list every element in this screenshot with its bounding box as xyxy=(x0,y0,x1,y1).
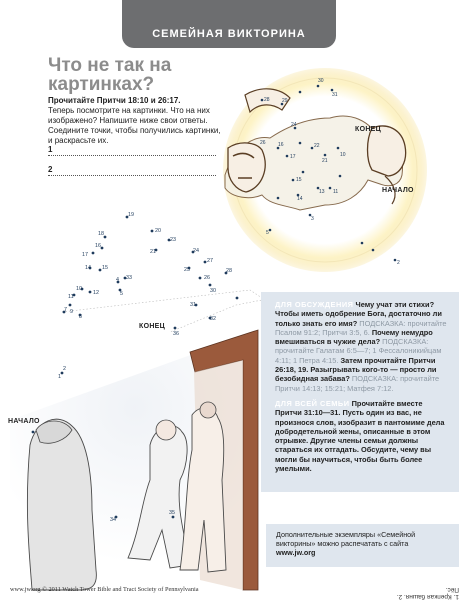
section-header-tab xyxy=(122,0,336,48)
svg-text:18: 18 xyxy=(98,231,104,237)
svg-text:11: 11 xyxy=(68,294,74,300)
svg-text:22: 22 xyxy=(314,143,320,149)
svg-text:9: 9 xyxy=(70,309,73,315)
discussion-hint-1: ПОДСКАЗКА: прочитайте Псалом 91:2; Притчи 3:5, 6. xyxy=(275,318,447,337)
label-start-bottom: НАЧАЛО xyxy=(8,418,40,425)
svg-text:32: 32 xyxy=(210,316,216,322)
svg-text:12: 12 xyxy=(93,290,99,296)
svg-text:23: 23 xyxy=(170,237,176,243)
svg-text:14: 14 xyxy=(297,196,303,202)
quiz-instructions xyxy=(48,96,226,146)
more-copies-note xyxy=(276,530,446,557)
svg-text:34: 34 xyxy=(110,517,116,523)
quiz-title: Что не так на картинках? xyxy=(48,55,172,95)
svg-text:27: 27 xyxy=(207,258,213,264)
svg-text:29: 29 xyxy=(282,98,288,104)
svg-text:2: 2 xyxy=(63,366,66,372)
svg-text:11: 11 xyxy=(333,189,339,195)
discussion-hint-3: ПОДСКАЗКА: прочитайте Притчи 14:13; 15:21; Матфея 7:12. xyxy=(275,374,440,393)
svg-text:3: 3 xyxy=(311,216,314,222)
svg-text:25: 25 xyxy=(184,267,190,273)
discussion-question-2: Почему немудро вмешиваться в чужие дела? xyxy=(275,327,433,347)
family-text: Прочитайте вместе Притчи 31:10—31. Пусть один из вас, не произнося слов, изобразит в пантомиме дела добродетельной жены, описанные в этом отрывке. Другие члены семьи должны стараться их отгадать. Обсудите, чему вы могли бы научиться, чтобы быть более умелыми. xyxy=(275,398,445,474)
svg-text:8: 8 xyxy=(79,314,82,320)
svg-text:33: 33 xyxy=(126,275,132,281)
svg-text:24: 24 xyxy=(193,248,199,254)
svg-text:16: 16 xyxy=(278,142,284,148)
discussion-hint-2: ПОДСКАЗКА: прочитайте Галатам 6:5—7; 1 Фессалоникийцам 4:11; 1 Петра 4:15. xyxy=(275,337,442,365)
family-heading: ДЛЯ ВСЕЙ СЕМЬИ xyxy=(275,398,350,408)
more-copies-site[interactable]: www.jw.org xyxy=(276,548,316,557)
dog-grab-scene xyxy=(223,68,427,272)
svg-text:26: 26 xyxy=(204,275,210,281)
svg-text:1: 1 xyxy=(58,374,61,380)
svg-text:28: 28 xyxy=(264,97,270,103)
svg-text:15: 15 xyxy=(296,177,302,183)
svg-text:20: 20 xyxy=(155,228,161,234)
instructions-text: Теперь посмотрите на картинки. Что на них изображено? Напишите ниже свои ответы. Соедините точки, чтобы получились картинки, и раскрасьте их. xyxy=(48,106,221,145)
svg-text:16: 16 xyxy=(95,243,101,249)
svg-text:17: 17 xyxy=(82,252,88,258)
svg-text:35: 35 xyxy=(169,510,175,516)
svg-text:17: 17 xyxy=(290,154,296,160)
svg-text:30: 30 xyxy=(318,78,324,84)
svg-text:21: 21 xyxy=(322,158,328,164)
answer-number-1: 1 xyxy=(48,145,53,154)
svg-text:26: 26 xyxy=(260,140,266,146)
discussion-heading: ДЛЯ ОБСУЖДЕНИЯ xyxy=(275,300,354,309)
section-title: СЕМЕЙНАЯ ВИКТОРИНА xyxy=(152,28,306,40)
svg-text:14: 14 xyxy=(85,265,91,271)
svg-text:5: 5 xyxy=(120,291,123,297)
svg-text:5: 5 xyxy=(266,230,269,236)
svg-text:10: 10 xyxy=(76,286,82,292)
discussion-question-3: Затем прочитайте Притчи 26:18, 19. Разыгрывать кого-то — просто ли безобидная забава? xyxy=(275,355,437,384)
answer-line-2[interactable] xyxy=(48,165,216,176)
label-end-top: КОНЕЦ xyxy=(355,126,382,133)
svg-text:24: 24 xyxy=(291,122,297,128)
discussion-panel xyxy=(261,292,459,492)
doorway-scene xyxy=(10,330,260,590)
discussion-question-1: Чему учат эти стихи? Чтобы иметь одобрение Бога, достаточно ли только знать его имя? xyxy=(275,300,442,328)
svg-text:21: 21 xyxy=(150,249,156,255)
svg-text:30: 30 xyxy=(210,288,216,294)
label-end-middle: КОНЕЦ xyxy=(139,323,166,330)
svg-text:28: 28 xyxy=(226,268,232,274)
answer-line-1[interactable] xyxy=(48,145,216,156)
svg-text:2: 2 xyxy=(397,260,400,266)
svg-text:10: 10 xyxy=(340,152,346,158)
svg-text:15: 15 xyxy=(102,265,108,271)
svg-text:7: 7 xyxy=(64,307,67,313)
svg-text:4: 4 xyxy=(116,277,119,283)
label-start-top: НАЧАЛО xyxy=(382,187,414,194)
svg-text:31: 31 xyxy=(190,302,196,308)
svg-text:31: 31 xyxy=(332,92,338,98)
reading-reference: Прочитайте Притчи 18:10 и 26:17. xyxy=(48,96,181,105)
more-copies-text: Дополнительные экземпляры «Семейной викторины» можно распечатать с сайта xyxy=(276,530,416,548)
svg-text:13: 13 xyxy=(319,189,325,195)
svg-text:19: 19 xyxy=(128,212,134,218)
answer-number-2: 2 xyxy=(48,165,53,174)
copyright-footer: www.jw.org © 2011 Watch Tower Bible and Tract Society of Pennsylvania xyxy=(10,586,199,593)
upside-down-answers: 1. Крепкая башня. 2. Пёс. xyxy=(396,586,459,600)
svg-text:36: 36 xyxy=(173,331,179,337)
